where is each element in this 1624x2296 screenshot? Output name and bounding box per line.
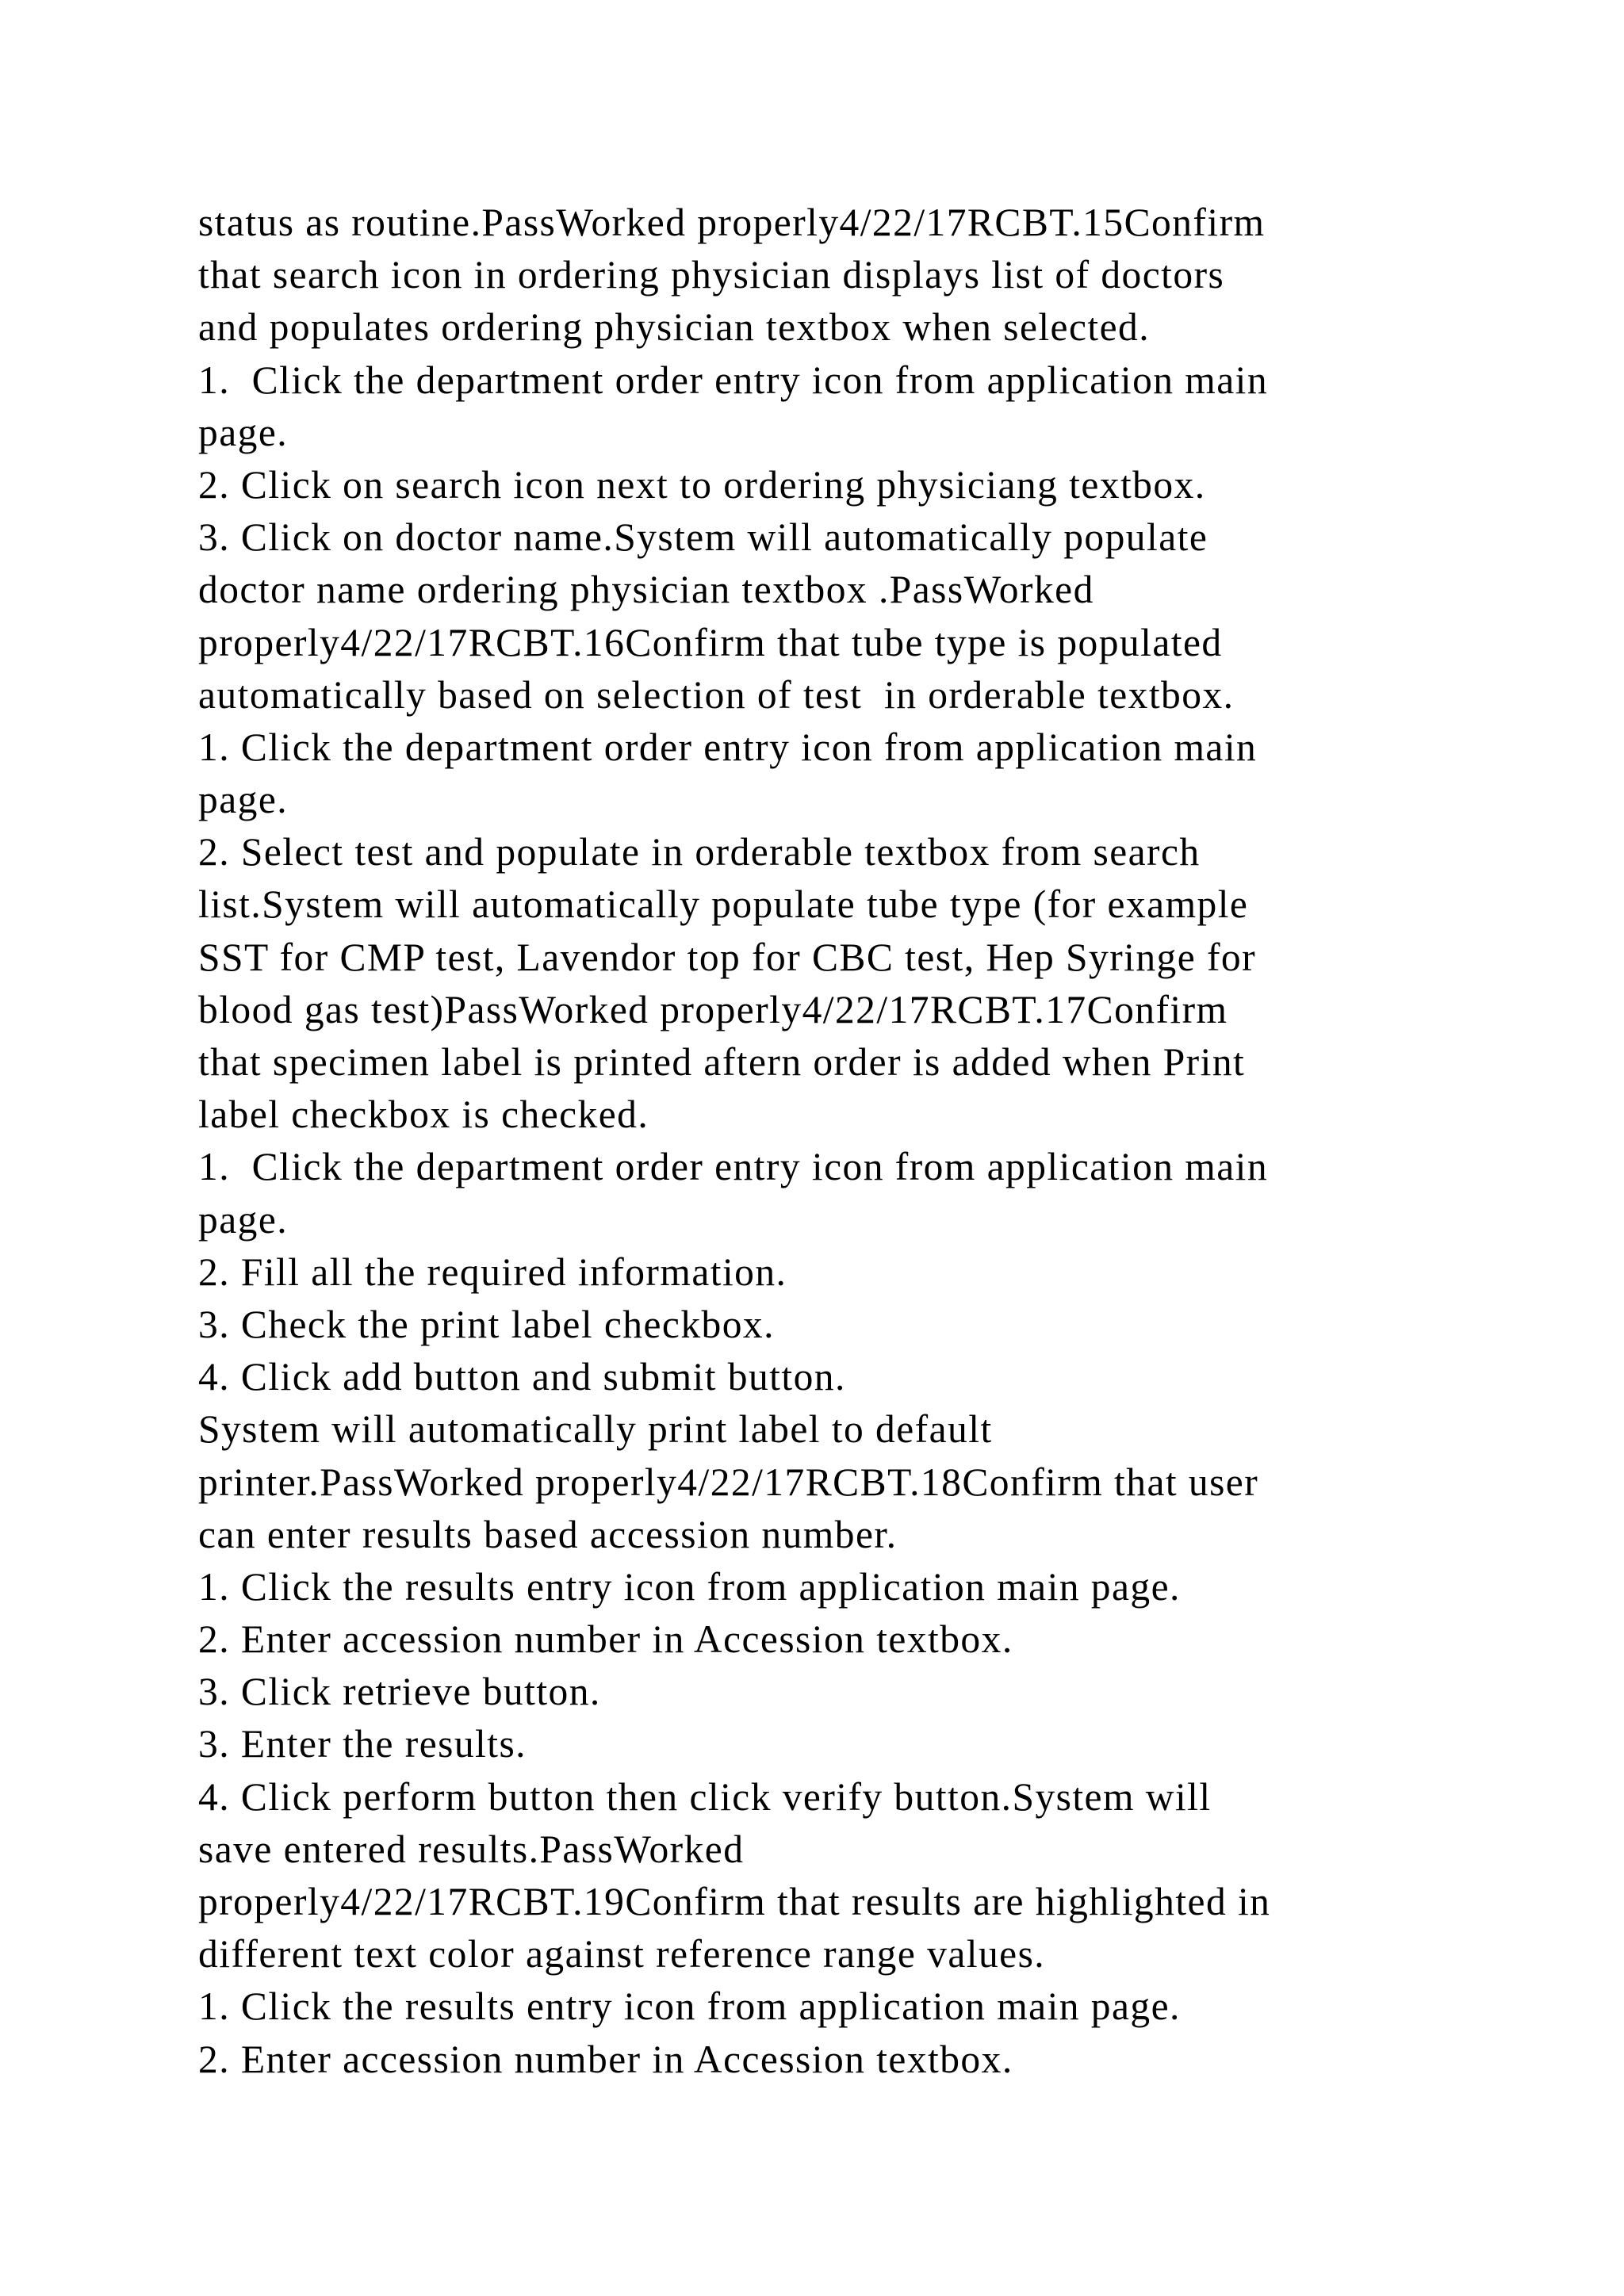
text-line: SST for CMP test, Lavendor top for CBC test, Hep Syringe for (198, 935, 1257, 979)
text-line: 3. Click on doctor name.System will automatically populate (198, 515, 1208, 560)
text-line: System will automatically print label to default (198, 1407, 993, 1452)
text-line: 1. Click the department order entry icon from application main (198, 1145, 1269, 1189)
text-line: page. (198, 778, 289, 822)
text-line: status as routine.PassWorked properly4/22/17RCBT.15Confirm (198, 201, 1266, 244)
text-line: 1. Click the results entry icon from application main page. (198, 1984, 1181, 2029)
text-line: 1. Click the department order entry icon from application main (198, 358, 1269, 402)
text-line: properly4/22/17RCBT.19Confirm that results are highlighted in (198, 1880, 1271, 1923)
text-line: 1. Click the department order entry icon from application main (198, 725, 1258, 769)
text-line: save entered results.PassWorked (198, 1827, 745, 1871)
text-line: doctor name ordering physician textbox .PassWorked (198, 568, 1094, 612)
text-line: properly4/22/17RCBT.16Confirm that tube type is populated (198, 620, 1223, 664)
text-line: automatically based on selection of test in orderable textbox. (198, 672, 1235, 717)
text-line: that search icon in ordering physician displays list of doctors (198, 253, 1225, 297)
text-line: 2. Enter accession number in Accession textbox. (198, 1617, 1013, 1662)
text-line: different text color against reference range values. (198, 1932, 1046, 1976)
text-line: 2. Select test and populate in orderable textbox from search (198, 830, 1201, 874)
text-line: 2. Click on search icon next to ordering physiciang textbox. (198, 462, 1206, 507)
text-line: printer.PassWorked properly4/22/17RCBT.18Confirm that user (198, 1460, 1259, 1504)
text-line: can enter results based accession number. (198, 1512, 898, 1556)
text-line: 4. Click perform button then click verify button.System will (198, 1774, 1212, 1819)
text-line: list.System will automatically populate tube type (for example (198, 882, 1249, 927)
text-line: page. (198, 410, 289, 454)
text-line: and populates ordering physician textbox when selected. (198, 305, 1151, 350)
text-line: that specimen label is printed aftern order is added when Print (198, 1040, 1246, 1084)
text-line: 2. Fill all the required information. (198, 1249, 787, 1294)
document-text (198, 197, 1435, 2086)
text-line: 3. Click retrieve button. (198, 1670, 601, 1714)
text-line: page. (198, 1197, 289, 1242)
text-line: blood gas test)PassWorked properly4/22/17RCBT.17Confirm (198, 987, 1228, 1031)
text-line: 2. Enter accession number in Accession textbox. (198, 2037, 1013, 2081)
text-line: 3. Enter the results. (198, 1722, 527, 1766)
text-line: label checkbox is checked. (198, 1093, 649, 1137)
text-line: 3. Check the print label checkbox. (198, 1302, 775, 1346)
text-line: 4. Click add button and submit button. (198, 1355, 846, 1399)
text-line: 1. Click the results entry icon from application main page. (198, 1564, 1181, 1609)
